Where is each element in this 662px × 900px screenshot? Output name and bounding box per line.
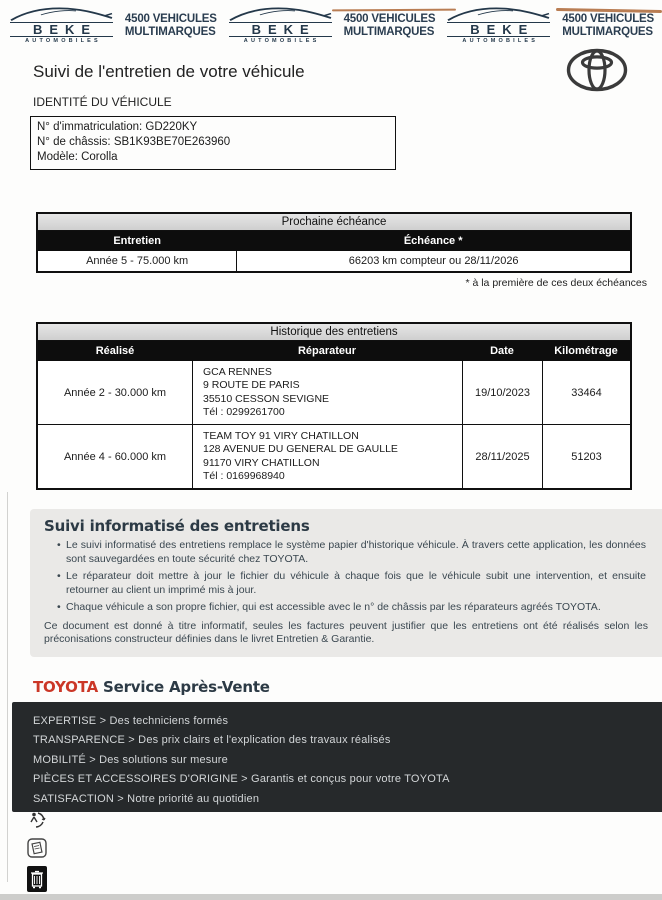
col-echeance: Échéance * — [403, 235, 463, 247]
scan-artifact — [7, 492, 8, 882]
next-service-row — [38, 251, 630, 271]
beke-logo — [447, 6, 550, 45]
computerized-tracking-box — [30, 509, 662, 657]
beke-brand-sub: AUTOMOBILES — [462, 38, 539, 44]
toyota-logo-icon — [566, 48, 628, 97]
info-heading: Suivi informatisé des entretiens — [44, 517, 310, 535]
waste-bin-icon — [27, 866, 49, 897]
reparateur-value: TEAM TOY 91 VIRY CHATILLON 128 AVENUE DU GENERAL DE GAULLE 91170 VIRY CHATILLON Tél : 0169968940 — [192, 425, 462, 488]
identity-heading: IDENTITÉ DU VÉHICULE — [33, 95, 172, 109]
chassis-number: N° de châssis: SB1K93BE70E263960 — [37, 136, 231, 148]
identity-box — [30, 116, 396, 170]
history-title: Historique des entretiens — [38, 324, 630, 341]
beke-brand-name: BEKE — [10, 22, 113, 37]
realise-value: Année 4 - 60.000 km — [63, 450, 167, 463]
date-value: 19/10/2023 — [462, 361, 542, 424]
col-entretien: Entretien — [113, 235, 161, 247]
km-value: 51203 — [542, 425, 630, 488]
history-header — [38, 341, 630, 361]
car-silhouette-icon — [229, 6, 332, 22]
recycling-marks — [27, 810, 49, 900]
car-silhouette-icon — [447, 6, 550, 22]
promo-text: 4500 VEHICULES MULTIMARQUES — [124, 13, 217, 38]
table-row — [38, 361, 630, 424]
beke-brand-name: BEKE — [447, 22, 550, 37]
paper-recycle-icon — [27, 838, 49, 863]
page-title: Suivi de l'entretien de votre véhicule — [33, 62, 305, 81]
service-item: EXPERTISE > Des techniciens formés — [33, 714, 229, 727]
info-bullet: • Le suivi informatisé des entretiens remplace le système papier d'historique véhicule. À travers cette application, les données sont sauvegardées en toute sécurité chez TOYOTA. — [44, 539, 648, 566]
date-value: 28/11/2025 — [462, 425, 542, 488]
promo-text: 4500 VEHICULES MULTIMARQUES — [343, 13, 436, 38]
model: Modèle: Corolla — [37, 151, 118, 163]
toyota-wordmark: TOYOTA — [33, 677, 99, 696]
triman-recycle-icon — [27, 810, 49, 835]
service-benefits-band — [12, 702, 662, 812]
col-kilometrage: Kilométrage — [554, 345, 618, 357]
service-item: MOBILITÉ > Des solutions sur mesure — [33, 753, 228, 766]
info-bullet: • Chaque véhicule a son propre fichier, qui est accessible avec le n° de châssis par les réparateurs agréés TOYOTA. — [44, 601, 648, 615]
next-service-header — [38, 231, 630, 251]
info-bullet: • Le réparateur doit mettre à jour le fichier du véhicule à chaque fois que le véhicule subit une intervention, et ensuite retourner au client un imprimé mis à jour. — [44, 570, 648, 597]
history-table — [36, 322, 632, 490]
col-realise: Réalisé — [95, 345, 135, 357]
promo-text: 4500 VEHICULES MULTIMARQUES — [562, 13, 654, 38]
next-service-title: Prochaine échéance — [38, 214, 630, 231]
info-closing: Ce document est donné à titre informatif, seules les factures peuvent justifier que les entretiens ont été réalisés selon les préconisations constructeur définies dans le livret Entretien & Garantie. — [44, 619, 648, 645]
table-row — [38, 424, 630, 488]
col-date: Date — [490, 345, 514, 357]
service-heading: TOYOTA Service Après-Vente — [33, 677, 270, 696]
registration-number: N° d'immatriculation: GD220KY — [37, 121, 198, 133]
service-item: PIÈCES ET ACCESSOIRES D'ORIGINE > Garantis et conçus pour votre TOYOTA — [33, 773, 450, 785]
realise-value: Année 2 - 30.000 km — [63, 386, 167, 399]
entretien-value: Année 5 - 75.000 km — [86, 255, 189, 267]
beke-brand-sub: AUTOMOBILES — [243, 38, 320, 44]
beke-brand-sub: AUTOMOBILES — [25, 38, 101, 44]
scan-artifact — [0, 894, 662, 900]
beke-logo — [229, 6, 332, 45]
service-item: TRANSPARENCE > Des prix clairs et l'explication des travaux réalisés — [33, 734, 391, 746]
service-item: SATISFACTION > Notre priorité au quotidien — [33, 792, 260, 805]
beke-brand-name: BEKE — [229, 22, 332, 37]
car-silhouette-icon — [10, 6, 113, 22]
reparateur-value: GCA RENNES 9 ROUTE DE PARIS 35510 CESSON SEVIGNE Tél : 0299261700 — [192, 361, 462, 424]
beke-logo — [10, 6, 113, 45]
km-value: 33464 — [542, 361, 630, 424]
footnote: * à la première de ces deux échéances — [465, 277, 647, 289]
col-reparateur: Réparateur — [297, 345, 357, 357]
echeance-value: 66203 km compteur ou 28/11/2026 — [236, 251, 630, 271]
next-service-table — [36, 212, 632, 273]
